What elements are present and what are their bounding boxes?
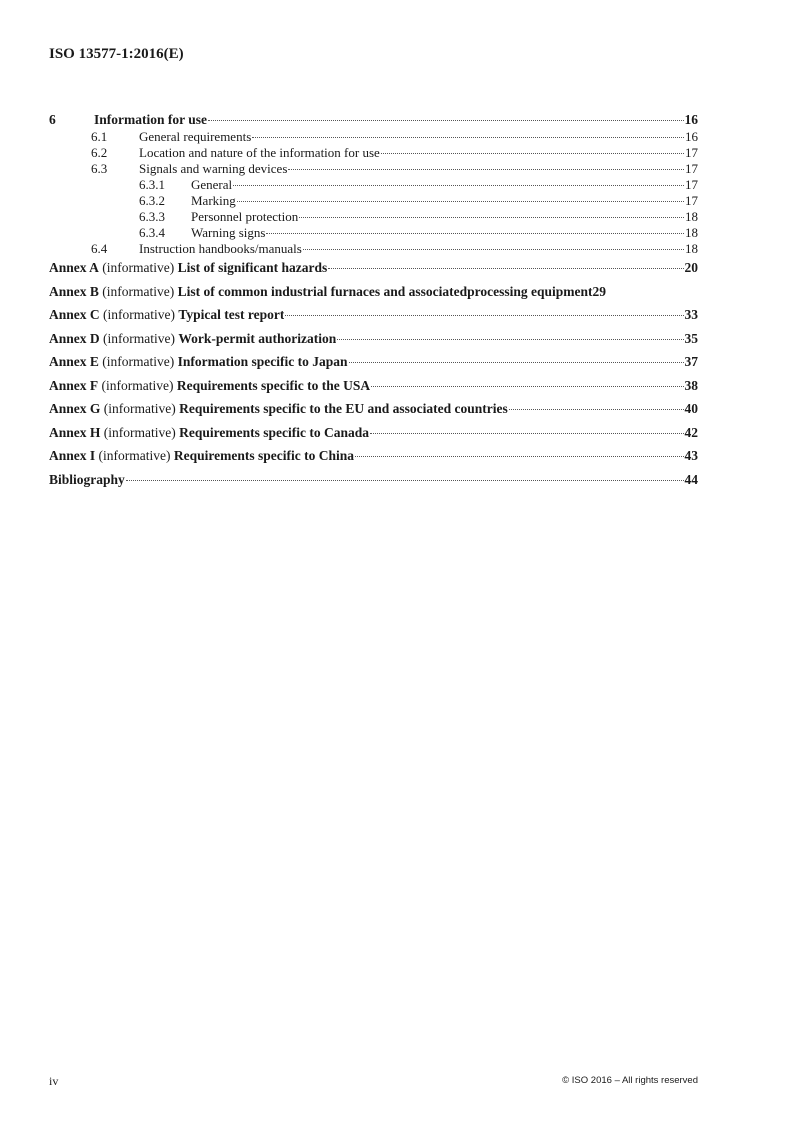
annex-title: Requirements specific to China	[173, 448, 354, 463]
toc-entry-title: Warning signs	[191, 225, 266, 240]
toc-entry-annex-b[interactable]	[49, 284, 698, 308]
toc-entry-page: 29	[592, 283, 607, 299]
toc-entry-number: 6.3.3	[139, 209, 165, 224]
annex-kind: (informative)	[103, 424, 176, 440]
toc-entry-page: 17	[685, 193, 698, 208]
toc-entry-section-6[interactable]	[49, 112, 698, 129]
annex-kind: (informative)	[102, 354, 175, 369]
toc-entry-page: 20	[684, 260, 698, 275]
toc-entry-page: 42	[684, 424, 698, 440]
annex-label: Annex F	[49, 377, 99, 393]
toc-entry-page: 18	[685, 225, 698, 240]
dot-leader	[381, 153, 684, 154]
toc-entry-6-3-4[interactable]	[49, 225, 698, 241]
dot-leader	[237, 201, 684, 202]
dot-leader	[266, 233, 684, 234]
toc-entry-page: 44	[684, 471, 698, 487]
toc-entry-page: 17	[685, 161, 698, 176]
toc-entry-6-3[interactable]	[49, 161, 698, 177]
bibliography-title: Bibliography	[49, 471, 125, 487]
toc-entry-annex-c[interactable]	[49, 307, 698, 331]
annex-label: Annex G	[49, 401, 101, 416]
toc-entry-page: 18	[685, 241, 698, 256]
toc-entry-6-3-1[interactable]	[49, 177, 698, 193]
toc-entry-page: 17	[685, 145, 698, 160]
annex-kind: (informative)	[103, 401, 176, 416]
dot-leader	[252, 137, 684, 138]
toc-entry-title: Signals and warning devices	[139, 161, 288, 176]
copyright-notice: © ISO 2016 – All rights reserved	[562, 1075, 698, 1086]
toc-entry-number: 6.3.2	[139, 193, 165, 208]
toc-entry-annex-a[interactable]	[49, 260, 698, 284]
dot-leader	[299, 217, 684, 218]
toc-entry-annex-i[interactable]	[49, 448, 698, 472]
table-of-contents	[49, 112, 698, 495]
annex-label: Annex B	[49, 283, 99, 299]
annex-label: Annex H	[49, 424, 101, 440]
dot-leader	[349, 362, 684, 363]
dot-leader	[337, 339, 683, 340]
annex-title: Requirements specific to the USA	[176, 377, 371, 393]
toc-entry-annex-f[interactable]	[49, 378, 698, 402]
dot-leader	[288, 169, 684, 170]
annex-label: Annex I	[49, 448, 96, 463]
dot-leader	[371, 386, 683, 387]
annex-title: Information specific to Japan	[177, 354, 348, 369]
dot-leader	[126, 480, 684, 481]
toc-entry-page: 43	[684, 448, 698, 463]
dot-leader	[509, 409, 684, 410]
annex-kind: (informative)	[102, 260, 175, 275]
toc-entry-page: 18	[685, 209, 698, 224]
toc-entry-page: 37	[684, 354, 698, 369]
toc-entry-6-4[interactable]	[49, 241, 698, 257]
annex-title: Work-permit authorization	[178, 330, 337, 346]
dot-leader	[370, 433, 684, 434]
document-id: ISO 13577-1:2016(E)	[49, 46, 184, 62]
toc-entry-page: 33	[684, 307, 698, 322]
dot-leader	[208, 120, 684, 121]
page-number: iv	[49, 1074, 59, 1088]
toc-entry-number: 6.3.4	[139, 225, 165, 240]
toc-entry-6-2[interactable]	[49, 145, 698, 161]
dot-leader	[303, 249, 684, 250]
annex-kind: (informative)	[103, 307, 175, 322]
annex-title: Requirements specific to Canada	[179, 424, 369, 440]
toc-entry-annex-g[interactable]	[49, 401, 698, 425]
toc-entry-6-1[interactable]	[49, 129, 698, 145]
toc-entry-page: 35	[684, 330, 698, 346]
toc-entry-title: Information for use	[94, 112, 207, 127]
toc-entry-title: Location and nature of the information for use	[139, 145, 380, 160]
annex-label: Annex E	[49, 354, 99, 369]
annex-title: List of significant hazards	[177, 260, 328, 275]
dot-leader	[233, 185, 684, 186]
toc-entry-annex-e[interactable]	[49, 354, 698, 378]
toc-entry-title: General requirements	[139, 129, 252, 144]
toc-entry-number: 6.1	[91, 129, 108, 144]
toc-entry-bibliography[interactable]	[49, 472, 698, 496]
annex-kind: (informative)	[101, 377, 174, 393]
toc-entry-number: 6.2	[91, 145, 108, 160]
annex-kind: (informative)	[103, 330, 175, 346]
annex-kind: (informative)	[102, 283, 175, 299]
toc-entry-page: 40	[684, 401, 698, 416]
toc-entry-title: Personnel protection	[191, 209, 299, 224]
toc-entry-page: 38	[684, 377, 698, 393]
toc-entry-annex-h[interactable]	[49, 425, 698, 449]
toc-entry-number: 6	[49, 112, 56, 127]
annex-kind: (informative)	[98, 448, 171, 463]
toc-entry-title: Marking	[191, 193, 236, 208]
toc-entry-number: 6.4	[91, 241, 108, 256]
toc-entry-annex-d[interactable]	[49, 331, 698, 355]
annex-title: Typical test report	[178, 307, 285, 322]
annex-label: Annex A	[49, 260, 99, 275]
annex-label: Annex C	[49, 307, 100, 322]
annex-title: List of common industrial furnaces and associatedprocessing equipment	[177, 283, 593, 299]
toc-entry-page: 16	[684, 112, 698, 127]
toc-entry-page: 16	[685, 129, 698, 144]
toc-entry-number: 6.3.1	[139, 177, 165, 192]
toc-entry-number: 6.3	[91, 161, 108, 176]
dot-leader	[328, 268, 683, 269]
toc-entry-title: Instruction handbooks/manuals	[139, 241, 302, 256]
toc-entry-6-3-2[interactable]	[49, 193, 698, 209]
dot-leader	[355, 456, 684, 457]
toc-entry-title: General	[191, 177, 233, 192]
toc-entry-page: 17	[685, 177, 698, 192]
dot-leader	[285, 315, 683, 316]
annex-title: Requirements specific to the EU and associated countries	[179, 401, 508, 416]
annex-label: Annex D	[49, 330, 100, 346]
toc-entry-6-3-3[interactable]	[49, 209, 698, 225]
